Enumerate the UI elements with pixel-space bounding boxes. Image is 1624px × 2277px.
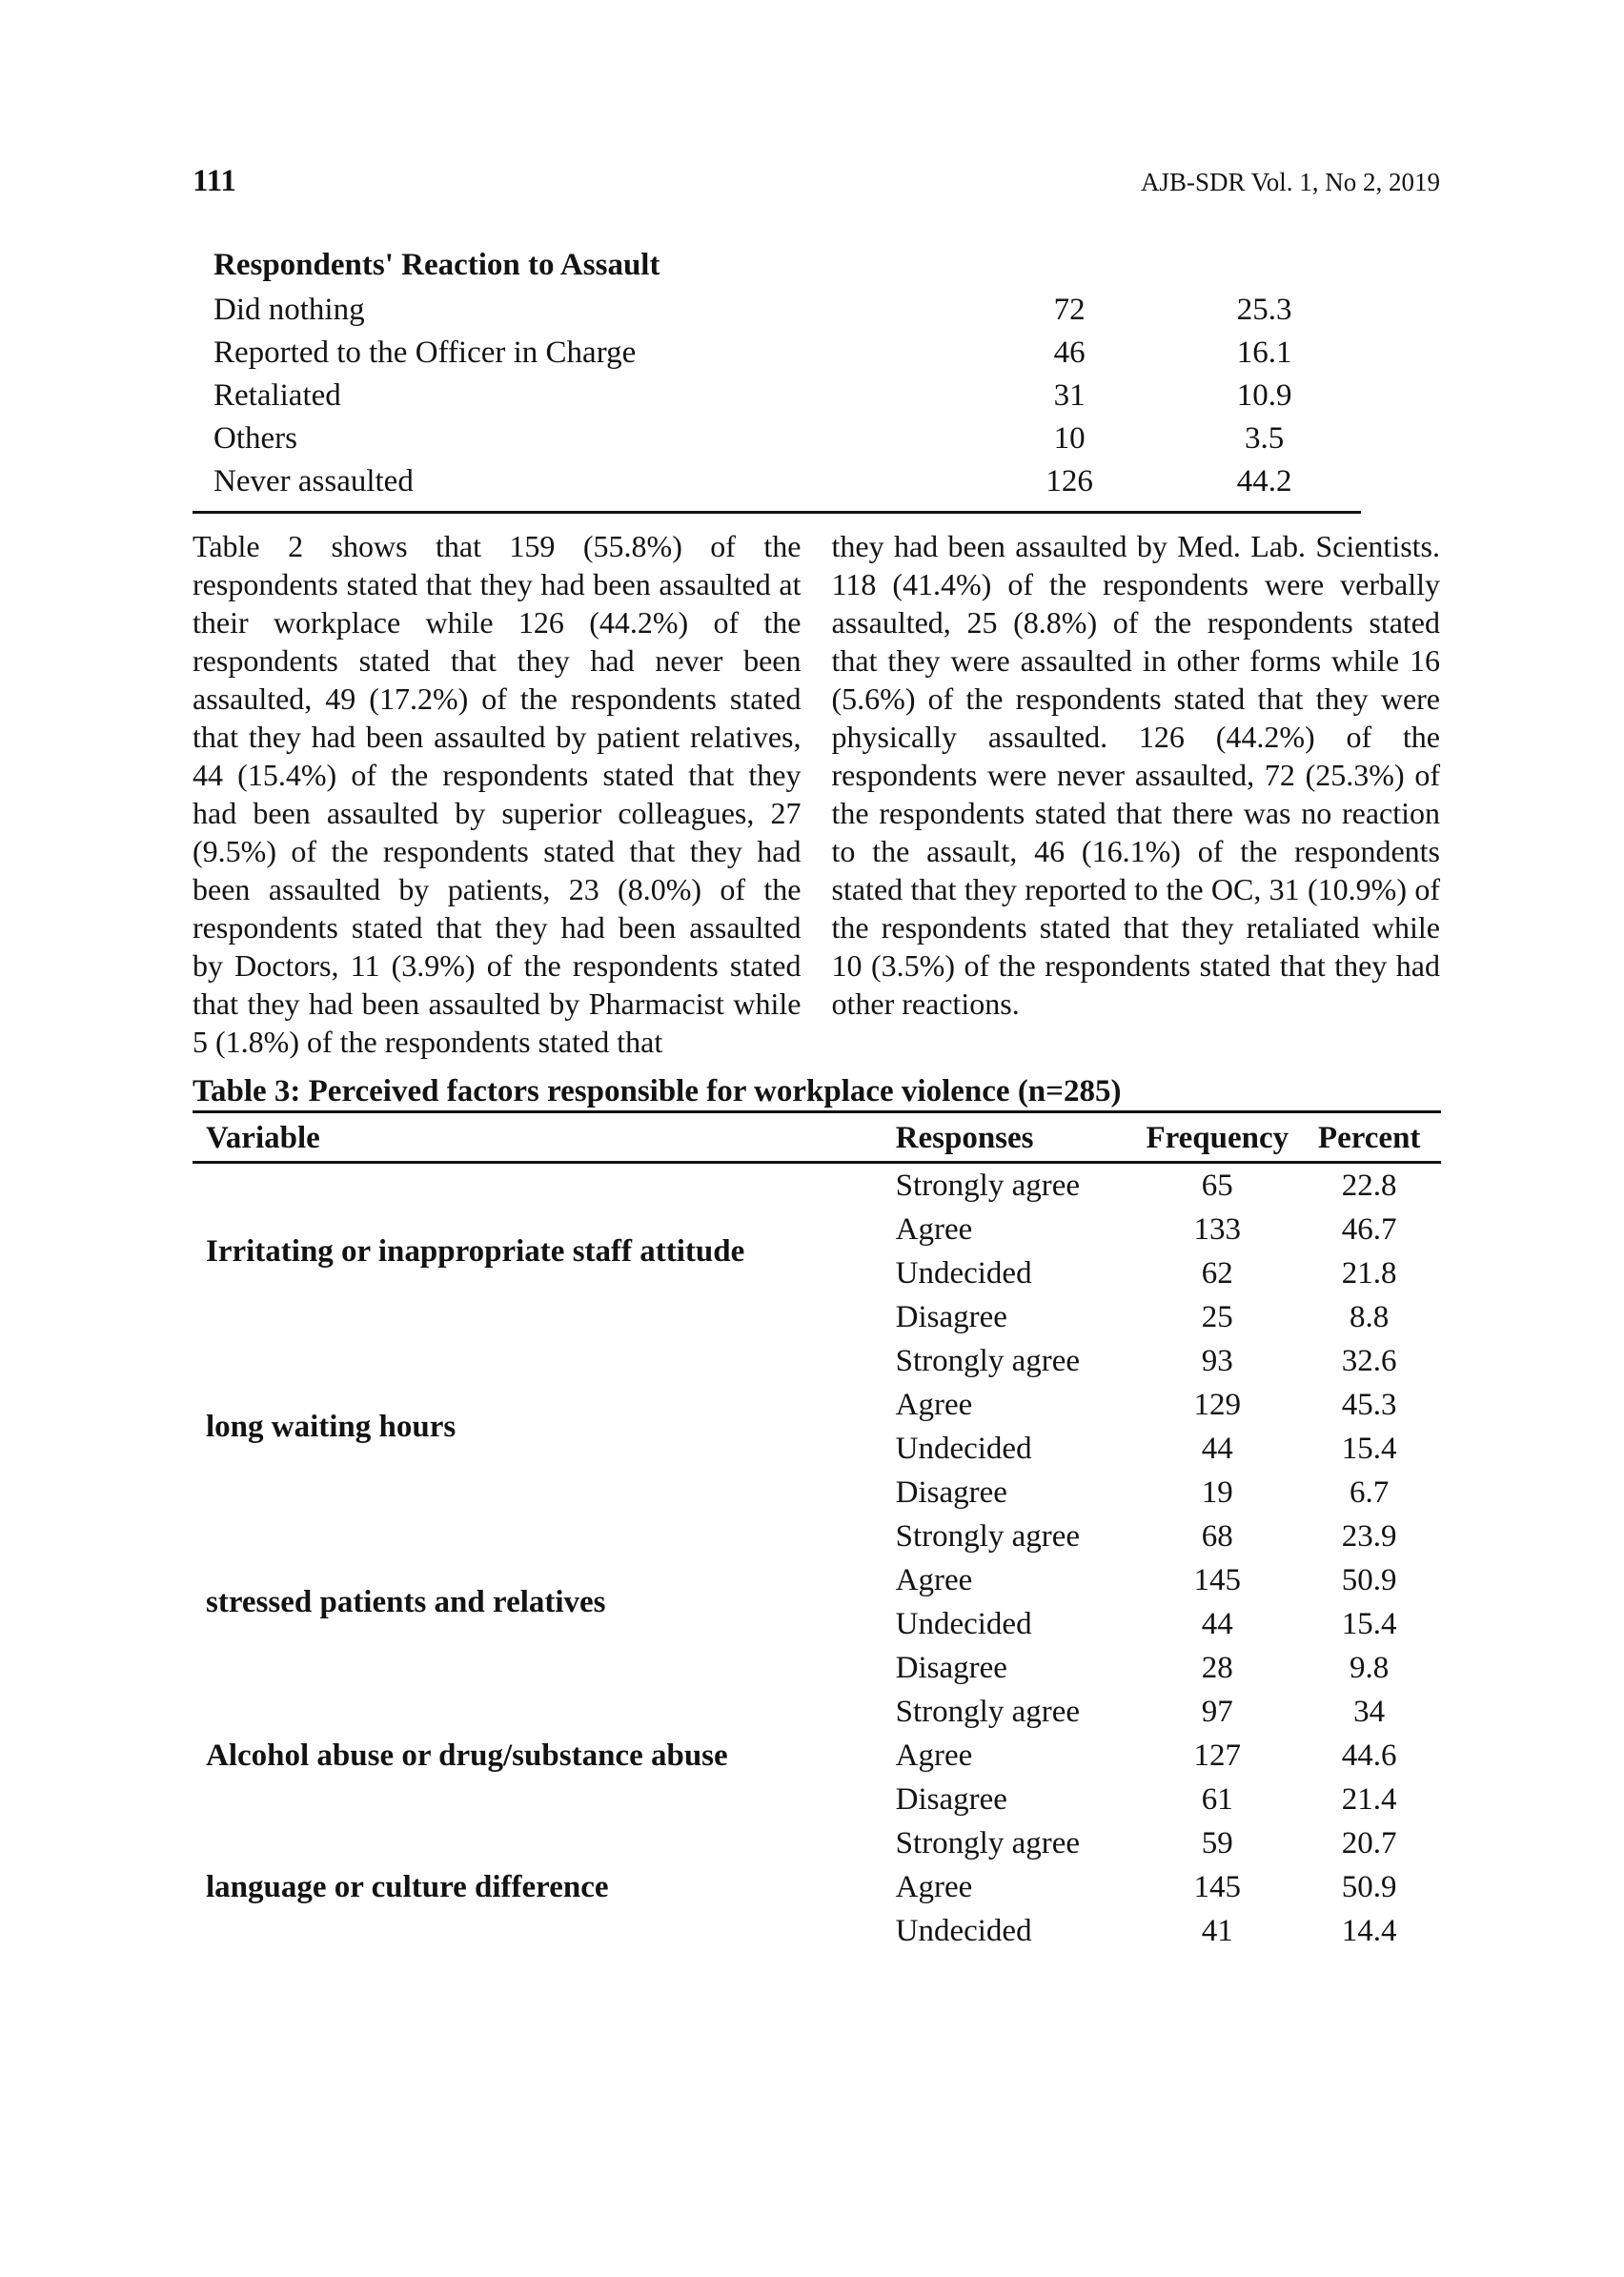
response-cell: Disagree — [895, 1782, 1007, 1817]
table-row — [193, 460, 1361, 513]
percent-cell: 15.4 — [1341, 1607, 1397, 1641]
percent-value: 10.9 — [1236, 378, 1292, 413]
table3-caption: Table 3: Perceived factors responsible for workplace violence (n=285) — [193, 1074, 1122, 1108]
journal-header: AJB-SDR Vol. 1, No 2, 2019 — [1140, 168, 1440, 196]
frequency-cell: 97 — [1201, 1695, 1233, 1729]
frequency-value: 126 — [1045, 464, 1093, 498]
frequency-cell: 93 — [1201, 1344, 1233, 1378]
frequency-cell: 19 — [1201, 1475, 1233, 1510]
response-cell: Agree — [895, 1563, 973, 1597]
response-cell: Strongly agree — [895, 1169, 1080, 1203]
percent-cell: 46.7 — [1341, 1212, 1397, 1247]
percent-value: 25.3 — [1236, 293, 1292, 327]
percent-cell: 6.7 — [1350, 1475, 1390, 1510]
table-section-title: Respondents' Reaction to Assault — [213, 248, 660, 282]
percent-cell: 23.9 — [1341, 1519, 1397, 1554]
response-cell: Agree — [895, 1388, 973, 1422]
percent-cell: 50.9 — [1341, 1870, 1397, 1904]
response-cell: Undecided — [895, 1914, 1032, 1948]
percent-value: 16.1 — [1236, 335, 1292, 370]
percent-value: 3.5 — [1245, 421, 1285, 456]
frequency-cell: 25 — [1201, 1300, 1233, 1334]
col-header-responses: Responses — [895, 1121, 1034, 1155]
percent-cell: 8.8 — [1350, 1300, 1390, 1334]
percent-value: 44.2 — [1236, 464, 1292, 498]
table-row — [193, 1690, 1441, 1734]
body-text — [193, 527, 1440, 1061]
percent-cell: 32.6 — [1341, 1344, 1397, 1378]
row-label: Did nothing — [213, 293, 365, 327]
row-label: Retaliated — [213, 378, 341, 413]
variable-cell: Alcohol abuse or drug/substance abuse — [206, 1738, 728, 1773]
frequency-cell: 44 — [1201, 1432, 1233, 1466]
frequency-cell: 61 — [1201, 1782, 1233, 1817]
response-cell: Disagree — [895, 1475, 1007, 1510]
col-header-frequency: Frequency — [1146, 1121, 1289, 1155]
response-cell: Undecided — [895, 1432, 1032, 1466]
frequency-value: 31 — [1053, 378, 1086, 413]
row-label: Reported to the Officer in Charge — [213, 335, 637, 370]
percent-cell: 9.8 — [1350, 1651, 1390, 1685]
table-row — [193, 332, 1361, 375]
response-cell: Undecided — [895, 1256, 1032, 1291]
percent-cell: 45.3 — [1341, 1388, 1397, 1422]
percent-cell: 14.4 — [1341, 1914, 1397, 1948]
body-text-left-column: Table 2 shows that 159 (55.8%) of the respondents stated that they had been assaulted at their workplace while 126 (44.2%) of the respondents stated that they had never been assaulted, 49 (17.2%) of the respondents stated that they had been assaulted by patient relatives, 44 (15.4%) of the respondents stated that they had been assaulted by superior colleagues, 27 (9.5%) of the respondents stated that they had been assaulted by patients, 23 (8.0%) of the respondents stated that they had been assaulted by Doctors, 11 (3.9%) of the respondents stated that they had been assaulted by Pharmacist while 5 (1.8%) of the respondents stated that — [193, 529, 802, 1059]
col-header-variable: Variable — [206, 1121, 320, 1155]
response-cell: Agree — [895, 1738, 973, 1773]
percent-cell: 34 — [1353, 1695, 1386, 1729]
response-cell: Disagree — [895, 1651, 1007, 1685]
table-row — [193, 417, 1361, 460]
frequency-value: 46 — [1053, 335, 1086, 370]
row-label: Never assaulted — [213, 464, 414, 498]
page-number: 111 — [193, 164, 236, 198]
response-cell: Undecided — [895, 1607, 1032, 1641]
frequency-cell: 127 — [1193, 1738, 1242, 1773]
frequency-cell: 145 — [1193, 1563, 1242, 1597]
response-cell: Strongly agree — [895, 1826, 1080, 1860]
reaction-to-assault-table — [193, 241, 1361, 514]
table-section-title-row — [193, 241, 1361, 289]
response-cell: Strongly agree — [895, 1519, 1080, 1554]
frequency-cell: 59 — [1201, 1826, 1233, 1860]
response-cell: Strongly agree — [895, 1344, 1080, 1378]
table-row — [193, 1339, 1441, 1383]
frequency-cell: 129 — [1193, 1388, 1242, 1422]
percent-cell: 20.7 — [1341, 1826, 1397, 1860]
frequency-cell: 28 — [1201, 1651, 1233, 1685]
table-row — [193, 375, 1361, 417]
response-cell: Agree — [895, 1870, 973, 1904]
variable-cell: stressed patients and relatives — [206, 1585, 606, 1619]
frequency-cell: 65 — [1201, 1169, 1233, 1203]
col-header-percent: Percent — [1317, 1121, 1421, 1155]
percent-cell: 21.8 — [1341, 1256, 1397, 1291]
frequency-value: 72 — [1053, 293, 1086, 327]
variable-cell: long waiting hours — [206, 1410, 457, 1444]
response-cell: Strongly agree — [895, 1695, 1080, 1729]
table-row — [193, 1821, 1441, 1865]
table-row — [193, 289, 1361, 332]
percent-cell: 22.8 — [1341, 1169, 1397, 1203]
frequency-cell: 145 — [1193, 1870, 1242, 1904]
frequency-cell: 68 — [1201, 1519, 1233, 1554]
page-header — [193, 164, 1440, 199]
response-cell: Agree — [895, 1212, 973, 1247]
variable-cell: Irritating or inappropriate staff attitude — [206, 1234, 745, 1269]
body-text-right-column: they had been assaulted by Med. Lab. Scientists. 118 (41.4%) of the respondents were verbally assaulted, 25 (8.8%) of the respondents stated that they were assaulted in other forms while 16 (5.6%) of the respondents stated that they were physically assaulted. 126 (44.2%) of the respondents were never assaulted, 72 (25.3%) of the respondents stated that there was no reaction to the assault, 46 (16.1%) of the respondents stated that they reported to the OC, 31 (10.9%) of the respondents stated that they retaliated while 10 (3.5%) of the respondents stated that they had other reactions. — [831, 529, 1440, 1021]
table-row — [193, 1163, 1441, 1209]
variable-cell: language or culture difference — [206, 1870, 609, 1904]
frequency-cell: 133 — [1193, 1212, 1242, 1247]
table3-perceived-factors — [193, 1110, 1441, 1953]
percent-cell: 15.4 — [1341, 1432, 1397, 1466]
table-row — [193, 1515, 1441, 1558]
frequency-value: 10 — [1053, 421, 1086, 456]
frequency-cell: 62 — [1201, 1256, 1233, 1291]
percent-cell: 50.9 — [1341, 1563, 1397, 1597]
frequency-cell: 44 — [1201, 1607, 1233, 1641]
percent-cell: 44.6 — [1341, 1738, 1397, 1773]
table3-header-row — [193, 1112, 1441, 1163]
response-cell: Disagree — [895, 1300, 1007, 1334]
percent-cell: 21.4 — [1341, 1782, 1397, 1817]
frequency-cell: 41 — [1201, 1914, 1233, 1948]
row-label: Others — [213, 421, 297, 456]
